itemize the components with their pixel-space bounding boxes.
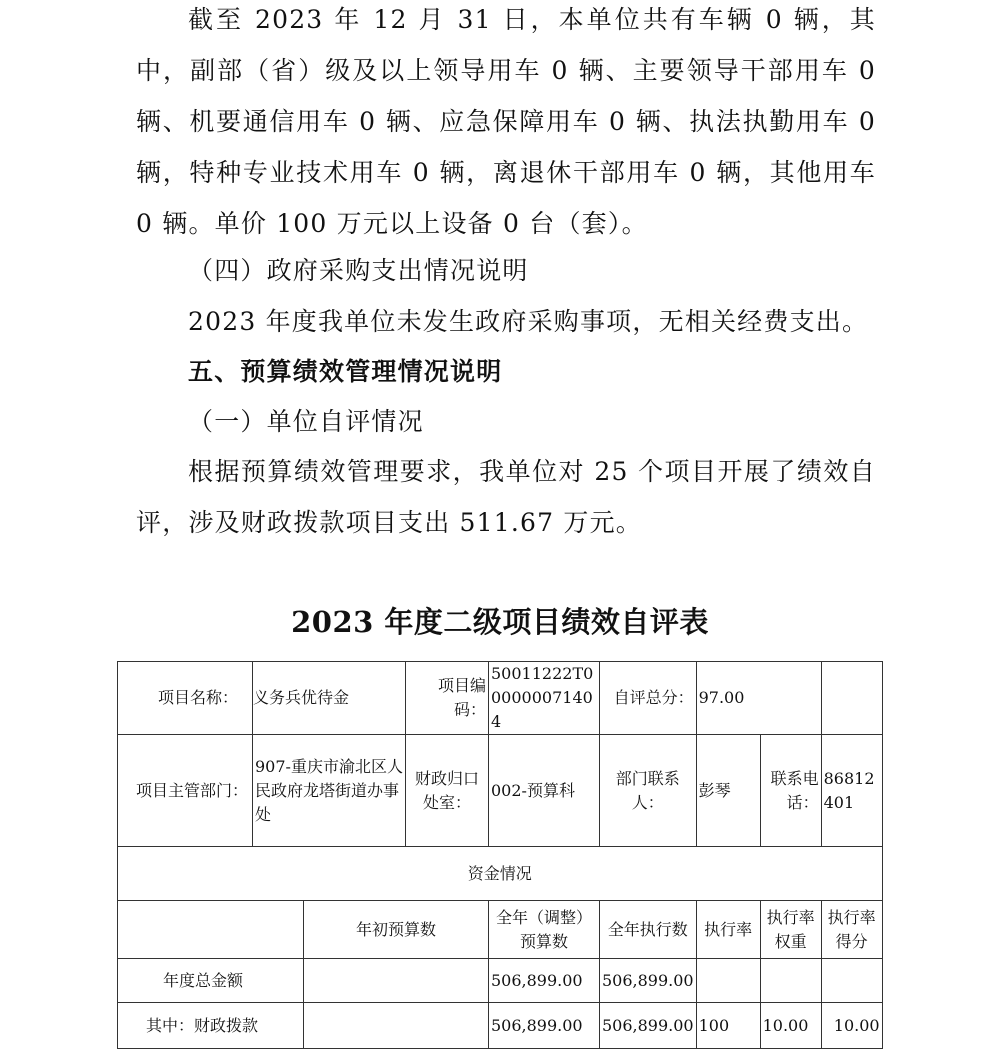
row-initial (304, 1003, 489, 1049)
phone-value: 86812401 (821, 735, 882, 847)
dept-value: 907-重庆市渝北区人民政府龙塔街道办事处 (253, 735, 406, 847)
table-row (118, 959, 883, 1003)
finance-value: 002-预算科 (489, 735, 600, 847)
row-rate: 100 (696, 1003, 760, 1049)
header-rate: 执行率 (696, 901, 760, 959)
row-label: 年度总金额 (118, 959, 304, 1003)
row-executed: 506,899.00 (600, 959, 697, 1003)
table-row (118, 735, 883, 847)
header-score: 执行率得分 (821, 901, 882, 959)
header-adjusted: 全年（调整）预算数 (489, 901, 600, 959)
header-initial: 年初预算数 (304, 901, 489, 959)
procurement-paragraph: 2023 年度我单位未发生政府采购事项，无相关经费支出。 (188, 307, 869, 336)
self-eval-paragraph: 根据预算绩效管理要求，我单位对 25 个项目开展了绩效自评，涉及财政拨款项目支出 511.67 万元。 (136, 457, 876, 537)
project-name-label: 项目名称： (118, 662, 253, 735)
section-heading-procurement: （四）政府采购支出情况说明 (188, 256, 529, 285)
table-row (118, 847, 883, 901)
row-initial (304, 959, 489, 1003)
contact-label: 部门联系人： (600, 735, 697, 847)
vehicle-paragraph: 截至 2023 年 12 月 31 日，本单位共有车辆 0 辆，其中，副部（省）级及以上领导用车 0 辆、主要领导干部用车 0 辆、机要通信用车 0 辆、应急保障用车 0 辆、执法执勤用车 0 辆，特种专业技术用车 0 辆，离退休干部用车 0 辆，其他用车 0 辆。单价 100 万元以上设备 0 台（套）。 (136, 5, 876, 238)
dept-label: 项目主管部门： (118, 735, 253, 847)
section-heading-performance: 五、预算绩效管理情况说明 (188, 357, 503, 386)
row-adjusted: 506,899.00 (489, 959, 600, 1003)
row-score (821, 959, 882, 1003)
phone-label: 联系电话： (760, 735, 821, 847)
score-value: 97.00 (696, 662, 821, 735)
score-label: 自评总分： (600, 662, 697, 735)
project-name-value: 义务兵优待金 (253, 688, 350, 707)
row-weight (760, 959, 821, 1003)
table-row (118, 901, 883, 959)
row-score: 10.00 (821, 1003, 882, 1049)
table-title: 2023 年度二级项目绩效自评表 (291, 605, 709, 639)
row-label: 其中：财政拨款 (118, 1003, 304, 1049)
row-weight: 10.00 (760, 1003, 821, 1049)
performance-table (117, 661, 883, 1049)
subsection-heading-self-eval: （一）单位自评情况 (188, 407, 424, 436)
funds-header: 资金情况 (118, 847, 883, 901)
row-rate (696, 959, 760, 1003)
finance-label: 财政归口处室： (406, 735, 489, 847)
table-row (118, 1003, 883, 1049)
contact-value: 彭琴 (696, 735, 760, 847)
header-weight: 执行率权重 (760, 901, 821, 959)
project-code-label: 项目编码： (406, 662, 489, 735)
row-executed: 506,899.00 (600, 1003, 697, 1049)
table-row (118, 662, 883, 735)
empty-cell (821, 662, 882, 735)
header-executed: 全年执行数 (600, 901, 697, 959)
project-code-value: 50011222T000000071404 (489, 662, 600, 735)
row-adjusted: 506,899.00 (489, 1003, 600, 1049)
